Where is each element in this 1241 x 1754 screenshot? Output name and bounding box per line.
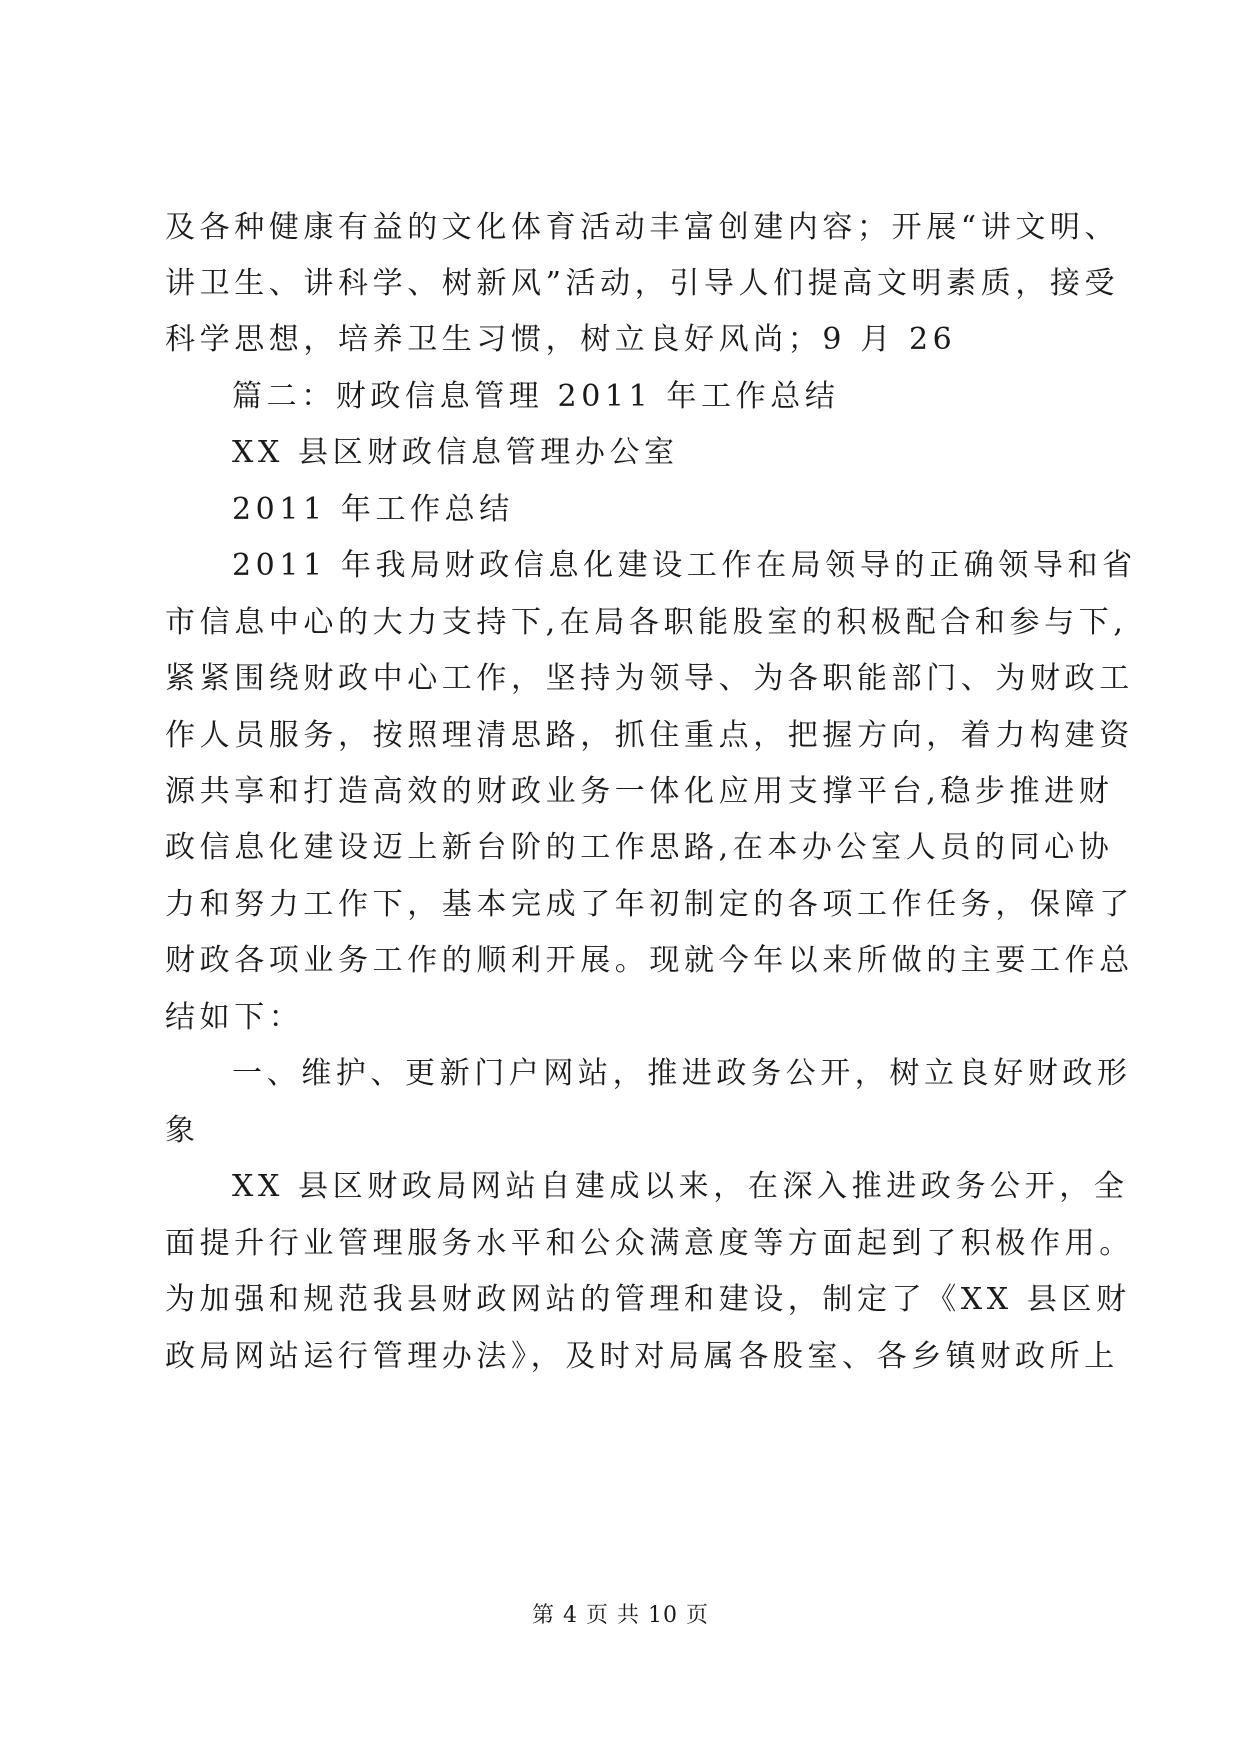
report-title: 2011 年工作总结 (232, 492, 514, 527)
body-text-line: 科学思想，培养卫生习惯，树立良好风尚；9 月 26 (165, 322, 957, 357)
body-text-line: 结如下： (165, 1000, 304, 1035)
body-text-line: 源共享和打造高效的财政业务一体化应用支撑平台,稳步推进财 (165, 774, 1114, 809)
body-text-line: XX 县区财政局网站自建成以来，在深入推进政务公开，全 (232, 1169, 1129, 1204)
section-heading: 篇二：财政信息管理 2011 年工作总结 (232, 379, 840, 414)
body-text-line: 市信息中心的大力支持下,在局各职能股室的积极配合和参与下, (165, 605, 1128, 640)
body-text-line: 2011 年我局财政信息化建设工作在局领导的正确领导和省 (232, 548, 1137, 583)
page-number-footer: 第 4 页 共 10 页 (532, 1603, 709, 1628)
body-text-line: 面提升行业管理服务水平和公众满意度等方面起到了积极作用。 (165, 1226, 1134, 1261)
body-text-line: 讲卫生、讲科学、树新风”活动，引导人们提高文明素质，接受 (165, 266, 1120, 301)
office-title: XX 县区财政信息管理办公室 (232, 435, 679, 470)
body-text-line: 政局网站运行管理办法》，及时对局属各股室、各乡镇财政所上 (165, 1339, 1119, 1374)
body-text-line: 力和努力工作下，基本完成了年初制定的各项工作任务，保障了 (165, 887, 1134, 922)
body-text-line: 政信息化建设迈上新台阶的工作思路,在本办公室人员的同心协 (165, 830, 1114, 865)
body-text-line: 紧紧围绕财政中心工作，坚持为领导、为各职能部门、为财政工 (165, 661, 1134, 696)
subsection-heading-continued: 象 (165, 1113, 200, 1148)
body-text-line: 及各种健康有益的文化体育活动丰富创建内容；开展“讲文明、 (165, 210, 1120, 245)
body-text-line: 为加强和规范我县财政网站的管理和建设，制定了《XX 县区财 (165, 1282, 1131, 1317)
subsection-heading: 一、维护、更新门户网站，推进政务公开，树立良好财政形 (232, 1056, 1132, 1091)
body-text-line: 财政各项业务工作的顺利开展。现就今年以来所做的主要工作总 (165, 943, 1134, 978)
body-text-line: 作人员服务，按照理清思路，抓住重点，把握方向，着力构建资 (165, 718, 1134, 753)
